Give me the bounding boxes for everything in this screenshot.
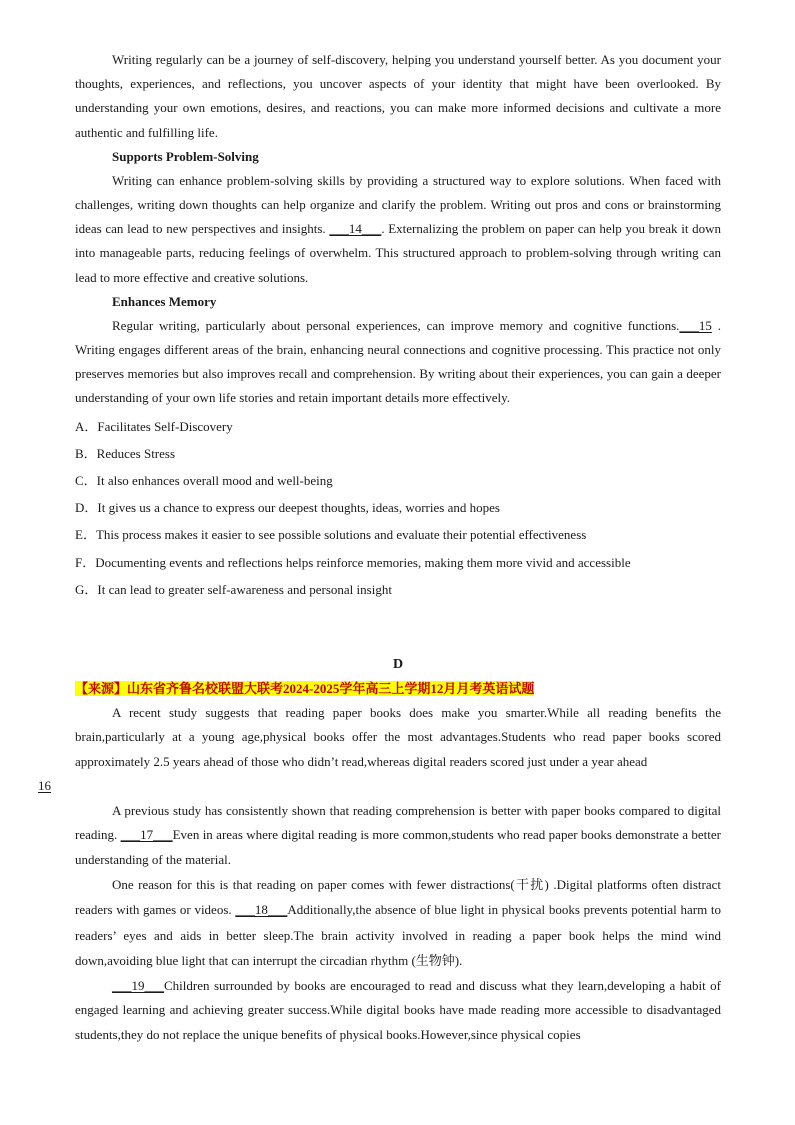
d4-text: Children surrounded by books are encouraged to read and discuss what they learn,developing a habit of engaged learning and achieving greater success.While digital books have made reading more accessible to disadvantaged students,they do not replace the unique benefits of physical books.However,since physical copies — [75, 977, 721, 1042]
paragraph-self-discovery: Writing regularly can be a journey of self-discovery, helping you understand yourself better. As you document your thoughts, experiences, and reflections, you uncover aspects of your identity that might have been overlooked. By understanding your own emotions, desires, and reactions, you can make more informed decisions and cultivate a more authentic and fulfilling life. — [75, 52, 721, 140]
blank-17: ___17___ — [120, 827, 173, 843]
d1-text: A recent study suggests that reading paper books does make you smarter.While all reading benefits the brain,particularly at a young age,physical books offer the most advantages.Students who read paper books scored approximately 2.5 years ahead of those who didn’t read,whereas digital readers scored just under a year ahead — [75, 705, 721, 769]
heading-enhances-memory: Enhances Memory — [112, 293, 217, 309]
options-list — [75, 413, 721, 603]
d3-text-1: One reason for this is that reading on paper comes with fewer distractions(干扰) .Digital platforms often distract readers with games or videos. — [75, 876, 721, 918]
section-letter-d: D — [392, 657, 404, 673]
paragraph-d4 — [75, 974, 721, 1047]
memory-text-1: Regular writing, particularly about personal experiences, can improve memory and cognitive functions. — [112, 317, 680, 333]
blank-19: ___19___ — [112, 977, 164, 993]
source-line — [75, 679, 721, 699]
blank-16: 16 — [38, 778, 51, 794]
paragraph-memory — [75, 314, 721, 411]
d2-text-1: A previous study has consistently shown that reading comprehension is better with paper books compared to digital reading. — [75, 802, 721, 843]
paragraph-d1 — [38, 701, 721, 799]
problem-text-1: Writing can enhance problem-solving skills by providing a structured way to explore solutions. When faced with challenges, writing down thoughts can help organize and clarify the problem. Writing out pros and cons or brainstorming ideas can lead to new perspectives and insights. — [75, 172, 721, 237]
problem-text-2: . Externalizing the problem on paper can help you break it down into manageable parts, reducing feelings of overwhelm. This structured approach to problem-solving through writing can lead to more effective and creative solutions. — [75, 221, 721, 285]
option-d: D．It gives us a chance to express our deepest thoughts, ideas, worries and hopes — [75, 500, 500, 516]
source-highlight: 【来源】山东省齐鲁名校联盟大联考2024-2025学年高三上学期12月月考英语试题 — [75, 681, 535, 697]
paragraph-problem-solving — [75, 169, 721, 290]
document-page — [38, 48, 722, 1047]
option-b: B．Reduces Stress — [75, 445, 176, 461]
memory-text-2: . Writing engages different areas of the brain, enhancing neural connections and cognitive processing. This practice not only preserves memories but also improves recall and comprehension. By writing about their experiences, you can gain a deeper understanding of your own life stories and retain important details more effectively. — [75, 317, 722, 406]
blank-14: ___14___ — [329, 221, 382, 237]
option-c: C．It also enhances overall mood and well-being — [75, 473, 333, 489]
option-g: G．It can lead to greater self-awareness and personal insight — [75, 581, 392, 597]
blank-15: ___15 — [679, 317, 712, 333]
paragraph-d2 — [75, 799, 721, 872]
paragraph-d3 — [75, 872, 721, 974]
d2-text-2: Even in areas where digital reading is more common,students who read paper books demonstrate a better understanding of the material. — [75, 827, 722, 867]
d3-text-2: Additionally,the absence of blue light in physical books prevents potential harm to readers’ eyes and aids in better sleep.The brain activity involved in reading a paper book helps the mind wind down,avoiding blue light that can interrupt the circadian rhythm (生物钟). — [75, 902, 721, 969]
option-f: F．Documenting events and reflections helps reinforce memories, making them more vivid and accessible — [75, 554, 631, 570]
option-a: A．Facilitates Self-Discovery — [75, 418, 233, 434]
option-e: E．This process makes it easier to see possible solutions and evaluate their potential effectiveness — [75, 527, 587, 543]
heading-problem-solving: Supports Problem-Solving — [112, 148, 259, 164]
blank-18: ___18___ — [235, 902, 288, 918]
